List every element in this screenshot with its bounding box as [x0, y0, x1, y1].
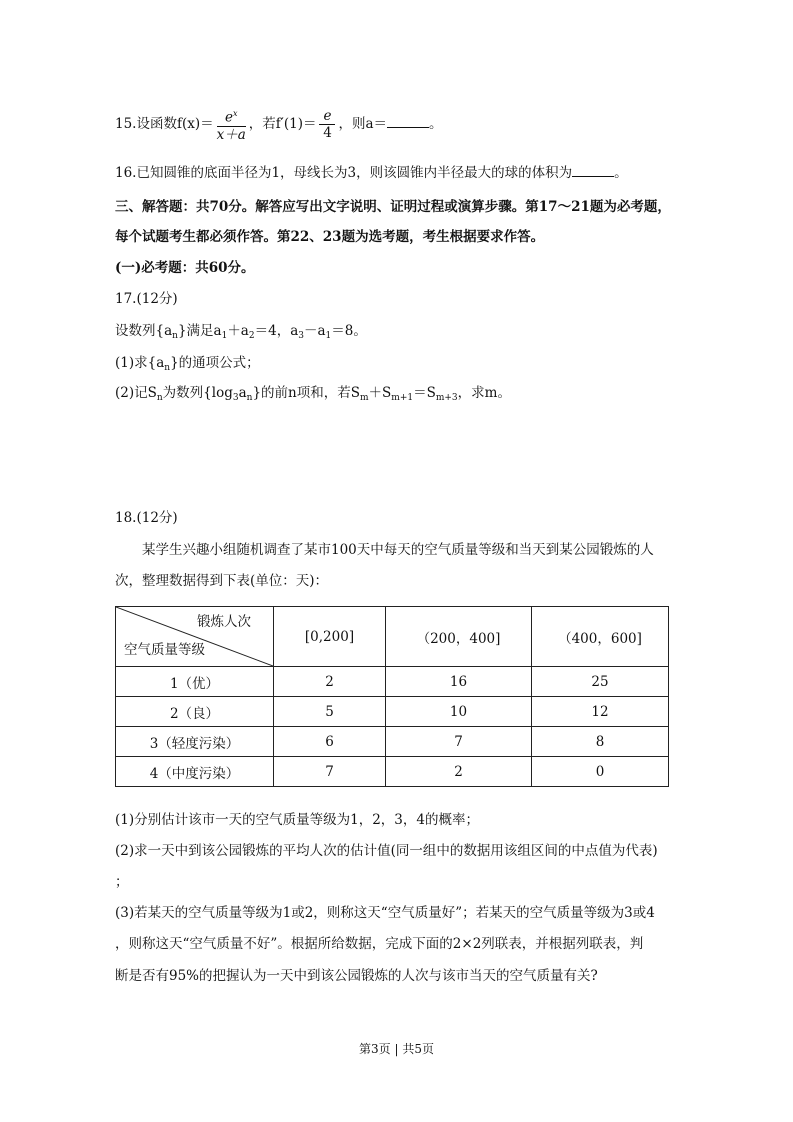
cell: 2: [274, 667, 386, 697]
column-header: [0,200]: [274, 607, 386, 667]
section-heading-2: 每个试题考生都必须作答。第22、23题为选考题，考生根据要求作答。: [115, 229, 545, 245]
column-axis-label: 锻炼人次: [197, 614, 251, 630]
sub: 1: [221, 331, 228, 341]
text: 为数列{log: [162, 385, 233, 401]
q17-part1: [115, 354, 260, 377]
q18-part1: (1)分别估计该市一天的空气质量等级为1，2，3，4的概率；: [115, 812, 479, 828]
row-axis-label: 空气质量等级: [124, 642, 205, 658]
text: ＋S: [368, 385, 392, 401]
text: ，求m。: [457, 385, 511, 401]
cell: 5: [274, 697, 386, 727]
q18-part2: (2)求一天中到该公园锻炼的平均人次的估计值(同一组中的数据用该组区间的中点值为代表): [115, 843, 658, 859]
q17-part2: [115, 384, 511, 407]
q18-part3-cont: ，则称这天“空气质量不好”。根据所给数据，完成下面的2×2列联表，并根据列联表，判: [115, 936, 644, 952]
text: 设数列{a: [115, 323, 173, 339]
sub: 3: [232, 393, 239, 403]
q15-text: ，若f′(1)＝: [248, 115, 317, 132]
sub: n: [164, 363, 171, 373]
column-header: （400，600]: [532, 607, 669, 667]
column-header: （200，400]: [386, 607, 532, 667]
row-label: 3（轻度污染）: [116, 727, 274, 757]
page-footer: 第3页 | 共5页: [359, 1042, 434, 1056]
text: ＋a: [227, 323, 249, 339]
text: ＝4，a: [254, 323, 299, 339]
q18-intro-1: 某学生兴趣小组随机调查了某市100天中每天的空气质量等级和当天到某公园锻炼的人: [142, 542, 654, 558]
sub: m+3: [435, 393, 458, 403]
row-label: 2（良）: [116, 697, 274, 727]
q17-title: 17.(12分): [115, 291, 178, 307]
text: －a: [303, 323, 326, 339]
q15-text: ，则a＝: [338, 115, 388, 132]
text: ＝8。: [331, 323, 367, 339]
question-15: [115, 106, 443, 143]
q18-part3: (3)若某天的空气质量等级为1或2，则称这天“空气质量好”；若某天的空气质量等级为3或4: [115, 905, 655, 921]
answer-blank: [572, 164, 614, 177]
sub: 3: [298, 331, 304, 341]
cell: 7: [274, 757, 386, 787]
sub: m+1: [391, 393, 414, 403]
table-row: [116, 697, 669, 727]
answer-blank: [387, 115, 429, 128]
fraction-e4: [319, 108, 335, 141]
q16-text: 。: [614, 165, 628, 181]
data-table: [115, 606, 669, 787]
denominator: 4: [323, 124, 332, 141]
cell: 25: [532, 667, 669, 697]
q16-text: 16.已知圆锥的底面半径为1，母线长为3，则该圆锥内半径最大的球的体积为: [115, 165, 573, 181]
numerator: e: [224, 109, 233, 126]
numerator: e: [319, 108, 335, 125]
row-label: 1（优）: [116, 667, 274, 697]
text: (1)求{a: [115, 355, 165, 371]
cell: 10: [386, 697, 532, 727]
q18-title: 18.(12分): [115, 510, 178, 526]
sub: n: [172, 331, 178, 341]
cell: 0: [532, 757, 669, 787]
subsection-heading: (一)必考题：共60分。: [115, 260, 255, 276]
text: }满足a: [177, 323, 222, 339]
corner-cell: [116, 607, 274, 667]
text: ＝S: [413, 385, 436, 401]
cell: 2: [386, 757, 532, 787]
row-label: 4（中度污染）: [116, 757, 274, 787]
fraction-ex: [217, 106, 246, 143]
sub: n: [246, 393, 253, 403]
q17-stem: [115, 322, 367, 345]
text: (2)记S: [115, 385, 157, 401]
q18-intro-2: 次，整理数据得到下表(单位：天)：: [115, 573, 329, 589]
cell: 7: [386, 727, 532, 757]
sub: 2: [248, 331, 255, 341]
q15-text: 15.设函数f(x)＝: [115, 115, 214, 132]
table-row: [116, 727, 669, 757]
cell: 16: [386, 667, 532, 697]
section-heading-1: 三、解答题：共70分。解答应写出文字说明、证明过程或演算步骤。第17～21题为必考题，: [115, 199, 671, 215]
exponent: x: [232, 109, 238, 118]
cell: 6: [274, 727, 386, 757]
question-16: [115, 164, 628, 182]
sub: m: [360, 393, 369, 403]
q15-text: 。: [429, 115, 443, 132]
sub: n: [156, 393, 163, 403]
cell: 8: [532, 727, 669, 757]
table-row: [116, 667, 669, 697]
sub: 1: [325, 331, 332, 341]
q18-part2-cont: ；: [115, 874, 129, 890]
table-row: [116, 757, 669, 787]
table-header-row: [116, 607, 669, 667]
text: }的通项公式；: [170, 355, 260, 371]
q18-part3-cont: 断是否有95%的把握认为一天中到该公园锻炼的人次与该市当天的空气质量有关?: [115, 968, 598, 984]
cell: 12: [532, 697, 669, 727]
text: a: [238, 385, 247, 401]
text: }的前n项和，若S: [252, 385, 360, 401]
denominator: x＋a: [216, 126, 246, 143]
